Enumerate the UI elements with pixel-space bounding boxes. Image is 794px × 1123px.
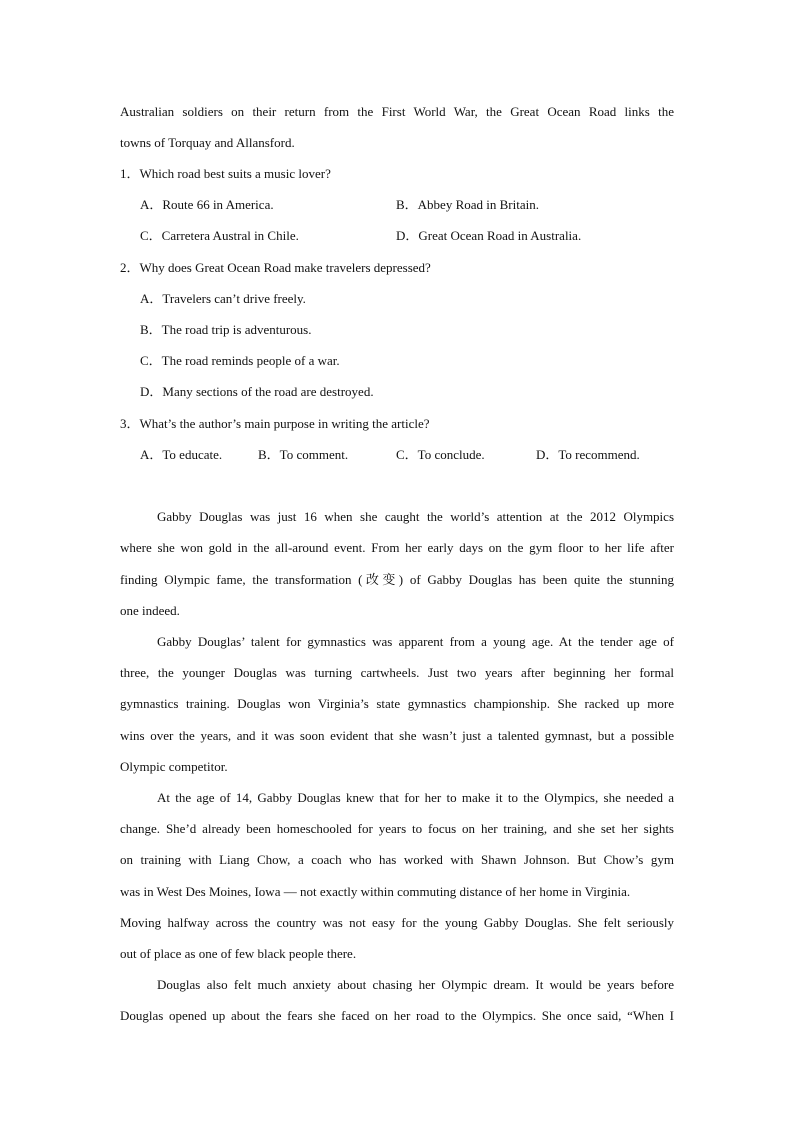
passage-line: was in West Des Moines, Iowa — not exactly within commuting distance of her home in Virginia. [120,884,631,899]
question-3-option-a: A．To educate. [140,447,223,462]
passage-line: At the age of 14, Gabby Douglas knew that for her to make it to the Olympics, she needed a [157,790,674,805]
question-2-option-d: D．Many sections of the road are destroyed. [140,384,374,399]
question-1-option-c: C．Carretera Austral in Chile. [140,228,299,243]
question-2-option-b: B．The road trip is adventurous. [140,322,312,337]
intro-line: Australian soldiers on their return from the First World War, the Great Ocean Road links the [120,104,674,119]
passage-line: three, the younger Douglas was turning cartwheels. Just two years after beginning her formal [120,665,674,680]
question-3-option-d: D．To recommend. [536,447,640,462]
passage-line: Gabby Douglas’ talent for gymnastics was apparent from a young age. At the tender age of [157,634,674,649]
passage-line: on training with Liang Chow, a coach who has worked with Shawn Johnson. But Chow’s gym [120,852,674,867]
passage-line: Olympic competitor. [120,759,228,774]
passage-line: Douglas opened up about the fears she faced on her road to the Olympics. She once said, “When I [120,1008,674,1023]
question-1-stem: 1．Which road best suits a music lover? [120,166,331,181]
passage-line: Moving halfway across the country was not easy for the young Gabby Douglas. She felt seriously [120,915,674,930]
passage-line: one indeed. [120,603,180,618]
question-2-stem: 2．Why does Great Ocean Road make travelers depressed? [120,260,431,275]
passage-line: change. She’d already been homeschooled for years to focus on her training, and she set her sights [120,821,674,836]
passage-line: Gabby Douglas was just 16 when she caught the world’s attention at the 2012 Olympics [157,509,674,524]
question-2-option-a: A．Travelers can’t drive freely. [140,291,306,306]
passage-line: Douglas also felt much anxiety about chasing her Olympic dream. It would be years before [157,977,674,992]
question-1-option-d: D．Great Ocean Road in Australia. [396,228,582,243]
question-3-option-c: C．To conclude. [396,447,485,462]
passage-line: wins over the years, and it was soon evident that she wasn’t just a talented gymnast, but a possible [120,728,674,743]
intro-line: towns of Torquay and Allansford. [120,135,295,150]
question-1-option-b: B．Abbey Road in Britain. [396,197,539,212]
question-2-option-c: C．The road reminds people of a war. [140,353,340,368]
passage-line: finding Olympic fame, the transformation (改变) of Gabby Douglas has been quite the stunning [120,572,674,587]
passage-line: gymnastics training. Douglas won Virginia’s state gymnastics championship. She racked up more [120,696,674,711]
question-3-option-b: B．To comment. [258,447,349,462]
passage-line: where she won gold in the all-around event. From her early days on the gym floor to her life after [120,540,674,555]
passage-line: out of place as one of few black people there. [120,946,357,961]
question-3-stem: 3．What’s the author’s main purpose in writing the article? [120,416,430,431]
question-1-option-a: A．Route 66 in America. [140,197,274,212]
